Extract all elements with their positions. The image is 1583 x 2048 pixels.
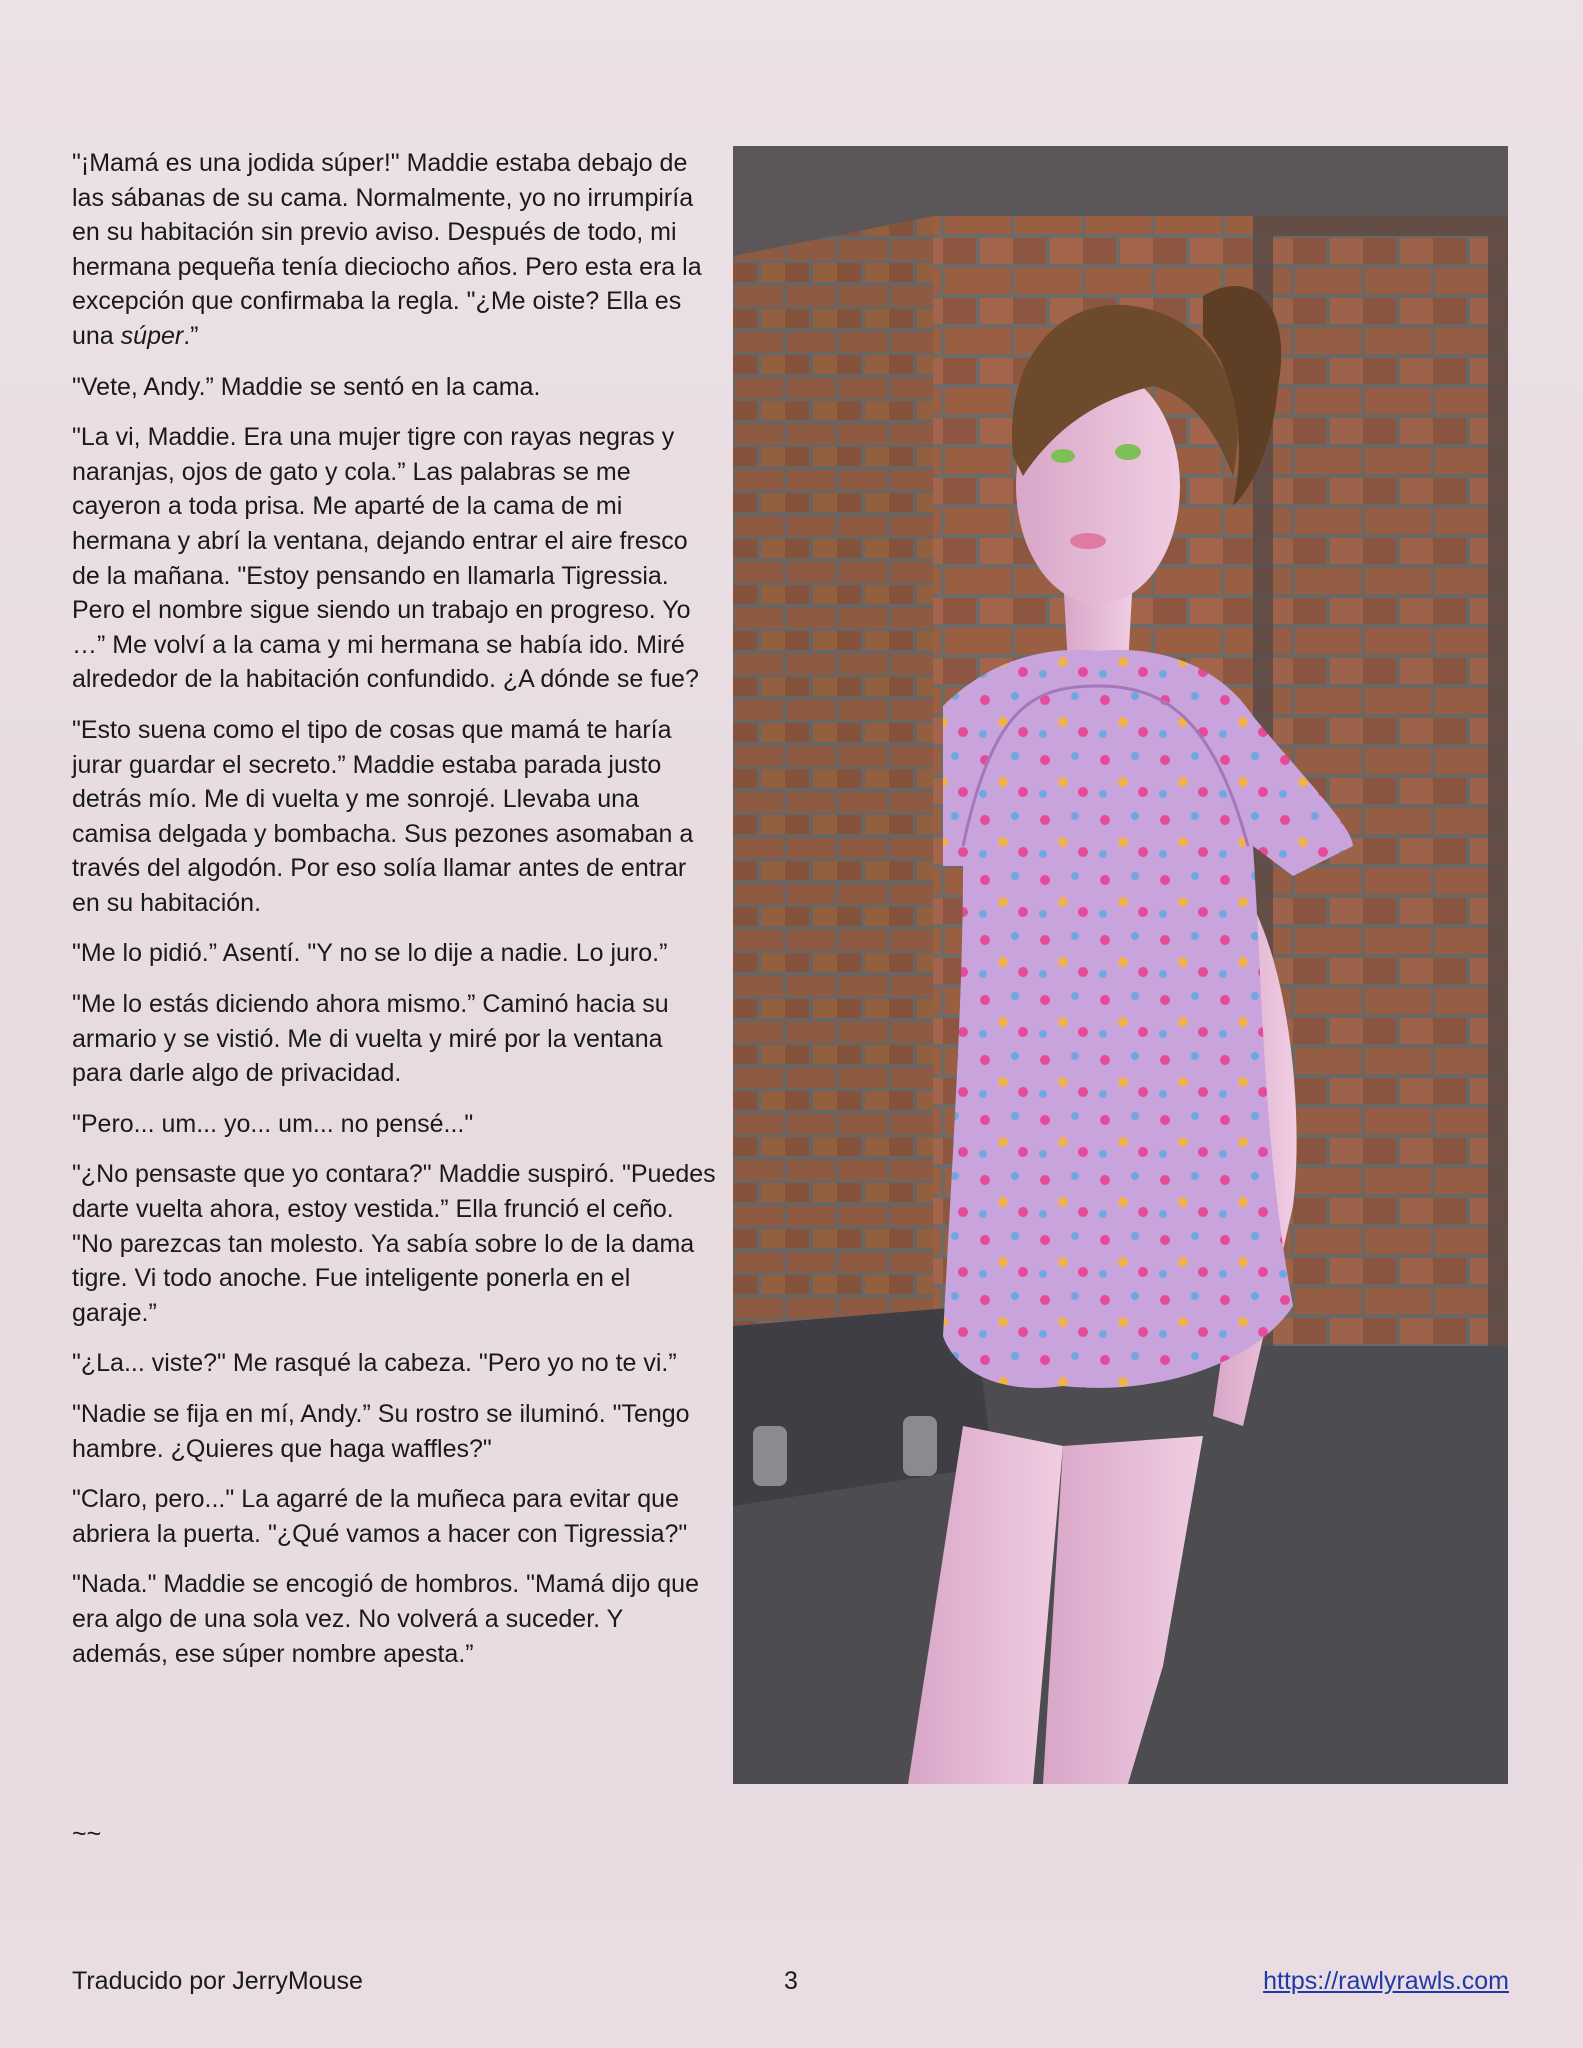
paragraph: "Claro, pero..." La agarré de la muñeca para evitar que abriera la puerta. "¿Qué vamos a hacer con Tigressia?" — [72, 1485, 688, 1548]
paragraph: "Nada." Maddie se encogió de hombros. "Mamá dijo que era algo de una sola vez. No volverá a suceder. Y además, ese súper nombre apesta.” — [72, 1570, 699, 1668]
section-divider: ~~ — [72, 1820, 102, 1848]
story-text — [72, 146, 716, 1687]
paragraph — [72, 146, 716, 354]
emphasis-text: súper — [120, 321, 184, 350]
translator-credit: Traducido por JerryMouse — [72, 1967, 363, 1995]
paragraph-text: .” — [183, 321, 199, 350]
paragraph: "Nadie se fija en mí, Andy.” Su rostro se iluminó. "Tengo hambre. ¿Quieres que haga waffles?" — [72, 1400, 690, 1463]
paragraph: "¿No pensaste que yo contara?" Maddie suspiró. "Puedes darte vuelta ahora, estoy vestida.” Ella frunció el ceño. "No parezcas tan molesto. Ya sabía sobre lo de la dama tigre. Vi todo anoche. Fue inteligente ponerla en el garaje.” — [72, 1160, 716, 1327]
story-illustration — [733, 146, 1508, 1784]
paragraph: "La vi, Maddie. Era una mujer tigre con rayas negras y naranjas, ojos de gato y cola.” Las palabras se me cayeron a toda prisa. Me aparté de la cama de mi hermana y abrí la ventana, dejando entrar el aire fresco de la mañana. "Estoy pensando en llamarla Tigressia. Pero el nombre sigue siendo un trabajo en progreso. Yo …” Me volví a la cama y mi hermana se había ido. Miré alrededor de la habitación confundido. ¿A dónde se fue? — [72, 423, 699, 694]
page-number: 3 — [784, 1967, 798, 1995]
paragraph: "Pero... um... yo... um... no pensé..." — [72, 1109, 474, 1138]
paragraph: "Me lo estás diciendo ahora mismo.” Caminó hacia su armario y se vistió. Me di vuelta y miré por la ventana para darle algo de privacidad. — [72, 990, 669, 1088]
paragraph-text: "¡Mamá es una jodida súper!" Maddie estaba debajo de las sábanas de su cama. Normalmente, yo no irrumpiría en su habitación sin previo aviso. Después de todo, mi hermana pequeña tenía dieciocho años. Pero esta era la excepción que confirmaba la regla. "¿Me oiste? Ella es una — [72, 149, 702, 350]
paragraph: "Esto suena como el tipo de cosas que mamá te haría jurar guardar el secreto.” Maddie estaba parada justo detrás mío. Me di vuelta y me sonrojé. Llevaba una camisa delgada y bombacha. Sus pezones asomaban a través del algodón. Por eso solía llamar antes de entrar en su habitación. — [72, 715, 694, 917]
illustration-svg — [733, 146, 1508, 1784]
page-footer — [72, 1964, 1509, 1998]
paragraph: "Vete, Andy.” Maddie se sentó en la cama. — [72, 372, 541, 401]
paragraph: "¿La... viste?" Me rasqué la cabeza. "Pero yo no te vi.” — [72, 1349, 677, 1378]
paragraph: "Me lo pidió.” Asentí. "Y no se lo dije a nadie. Lo juro.” — [72, 939, 668, 968]
website-link[interactable]: https://rawlyrawls.com — [1263, 1967, 1509, 1995]
